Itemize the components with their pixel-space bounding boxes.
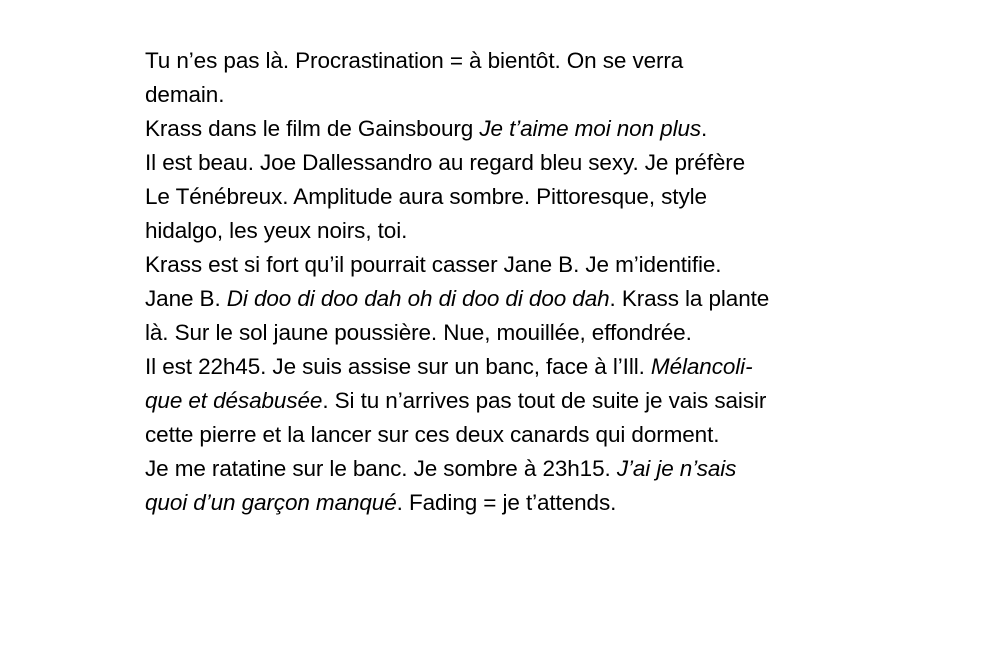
text-line: Tu n’es pas là. Procrastination = à bientôt. On se verra	[145, 48, 684, 73]
text-line: demain.	[145, 82, 225, 107]
film-title: Je t’aime moi non plus	[479, 116, 702, 141]
text-line: Il est beau. Joe Dallessandro au regard bleu sexy. Je préfère	[145, 150, 746, 175]
text-line: cette pierre et la lancer sur ces deux canards qui dorment.	[145, 422, 720, 447]
text-line: Krass dans le film de Gainsbourg Je t’aime moi non plus.	[145, 116, 708, 141]
poem-text-block	[145, 44, 865, 520]
text-line: quoi d’un garçon manqué. Fading = je t’attends.	[145, 490, 617, 515]
text-line: Je me ratatine sur le banc. Je sombre à 23h15. J’ai je n’sais	[145, 456, 737, 481]
text-line: Le Ténébreux. Amplitude aura sombre. Pittoresque, style	[145, 184, 707, 209]
text-line: hidalgo, les yeux noirs, toi.	[145, 218, 408, 243]
text-line: Jane B. Di doo di doo dah oh di doo di doo dah. Krass la plante	[145, 286, 770, 311]
text-line: Krass est si fort qu’il pourrait casser Jane B. Je m’identifie.	[145, 252, 722, 277]
song-lyric: Di doo di doo dah oh di doo di doo dah	[226, 286, 610, 311]
text-line: Il est 22h45. Je suis assise sur un banc, face à l’Ill. Mélancoli-	[145, 354, 753, 379]
text-line: que et désabusée. Si tu n’arrives pas tout de suite je vais saisir	[145, 388, 767, 413]
text-line: là. Sur le sol jaune poussière. Nue, mouillée, effondrée.	[145, 320, 692, 345]
